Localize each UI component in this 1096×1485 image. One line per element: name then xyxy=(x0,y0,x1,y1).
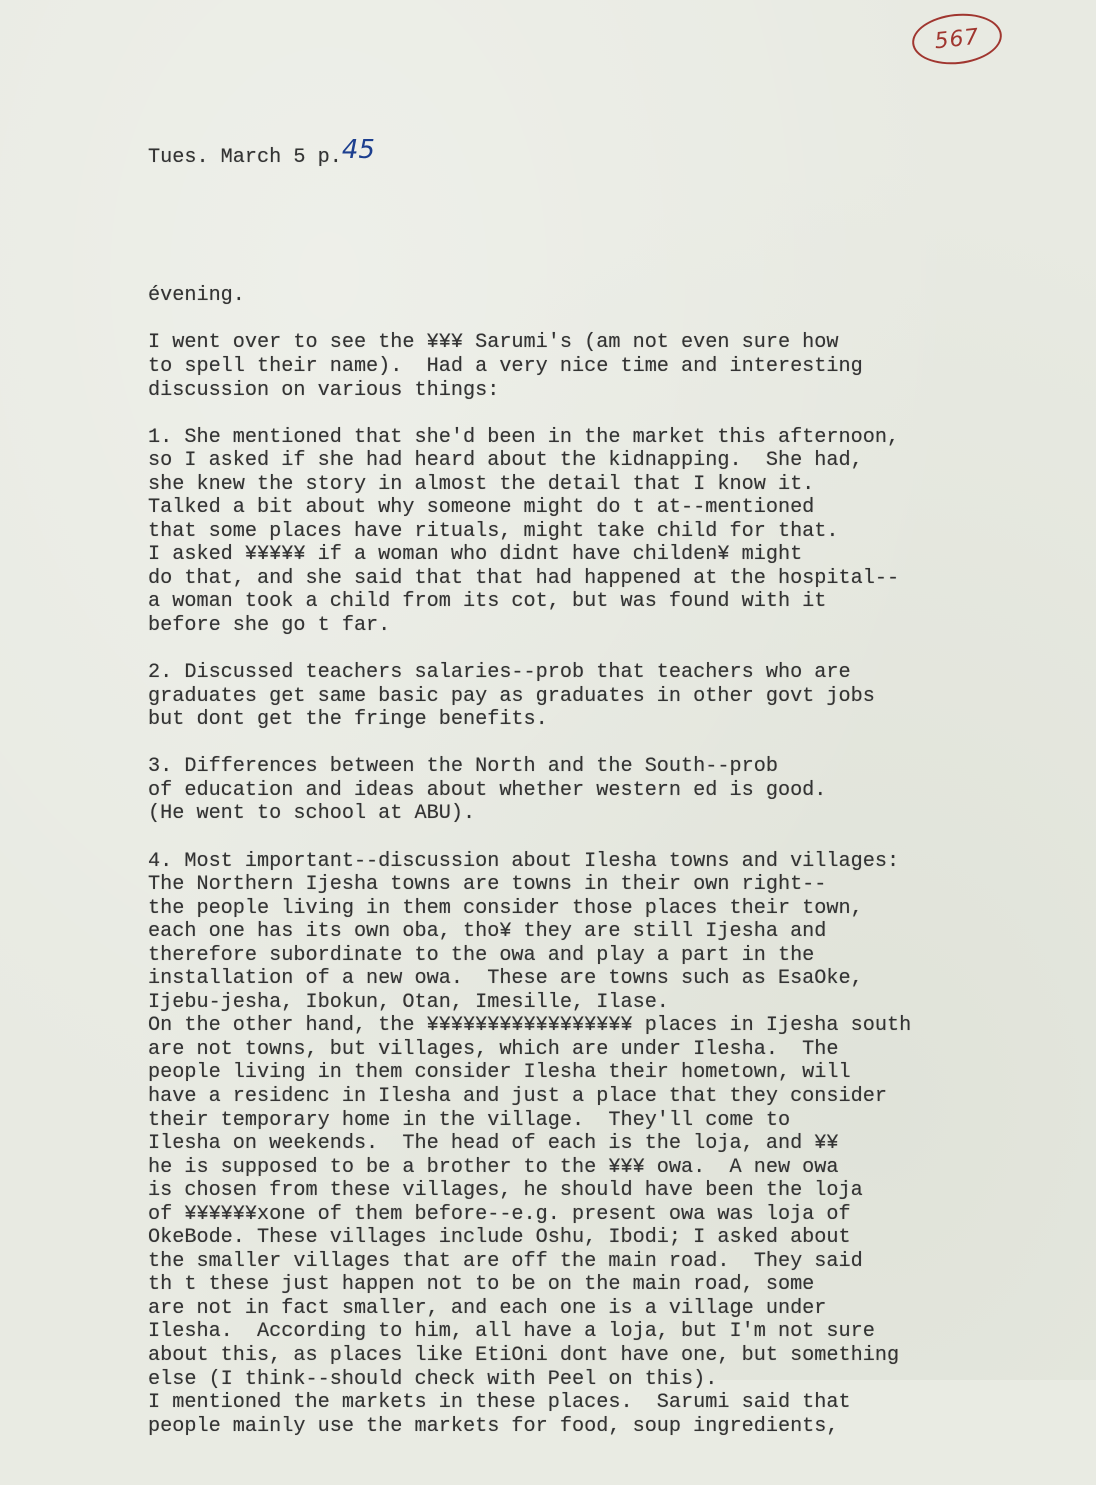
text-line: Talked a bit about why someone might do t at--mentioned xyxy=(148,496,815,520)
text-line xyxy=(148,308,1048,332)
text-line: about this, as places like EtiOni dont have one, but something xyxy=(148,1343,900,1367)
text-line: Ijebu-jesha, Ibokun, Otan, Imesille, Ilase. xyxy=(148,990,669,1014)
text-line: Ilesha. According to him, all have a loja, but I'm not sure xyxy=(148,1320,875,1344)
text-line: are not towns, but villages, which are under Ilesha. The xyxy=(148,1037,839,1061)
text-line: the people living in them consider those places their town, xyxy=(148,896,863,920)
text-line: I went over to see the ¥¥¥ Sarumi's (am not even sure how xyxy=(148,331,839,355)
text-line xyxy=(148,732,1048,756)
text-line: installation of a new owa. These are towns such as EsaOke, xyxy=(148,967,863,991)
text-line: The Northern Ijesha towns are towns in their own right-- xyxy=(148,873,827,897)
text-line: but dont get the fringe benefits. xyxy=(148,708,548,732)
text-line: their temporary home in the village. They'll come to xyxy=(148,1108,791,1132)
document-body xyxy=(148,96,1048,1485)
text-line: are not in fact smaller, and each one is a village under xyxy=(148,1296,827,1320)
text-line: of education and ideas about whether western ed is good. xyxy=(148,778,827,802)
text-line: 4. Most important--discussion about Ilesha towns and villages: xyxy=(148,849,900,873)
text-line: I asked ¥¥¥¥¥ if a woman who didnt have childen¥ might xyxy=(148,543,803,567)
text-line: I mentioned the markets in these places. Sarumi said that xyxy=(148,1391,851,1415)
text-line: graduates get same basic pay as graduates in other govt jobs xyxy=(148,684,875,708)
text-line: to spell their name). Had a very nice time and interesting xyxy=(148,355,863,379)
text-line: before she go t far. xyxy=(148,614,391,638)
text-line: people mainly use the markets for food, soup ingredients, xyxy=(148,1414,839,1438)
spacer xyxy=(148,214,1048,238)
text-line: Ilesha on weekends. The head of each is the loja, and ¥¥ xyxy=(148,1132,839,1156)
text-line: On the other hand, the ¥¥¥¥¥¥¥¥¥¥¥¥¥¥¥¥¥ places in Ijesha south xyxy=(148,1014,912,1038)
text-line: 2. Discussed teachers salaries--prob that teachers who are xyxy=(148,661,851,685)
text-line: OkeBode. These villages include Oshu, Ibodi; I asked about xyxy=(148,1226,851,1250)
text-line: therefore subordinate to the owa and play a part in the xyxy=(148,943,815,967)
text-line: he is supposed to be a brother to the ¥¥¥ owa. A new owa xyxy=(148,1155,839,1179)
text-line: that some places have rituals, might take child for that. xyxy=(148,519,839,543)
text-line xyxy=(148,826,1048,850)
text-line: is chosen from these villages, he should have been the loja xyxy=(148,1179,863,1203)
text-line xyxy=(148,402,1048,426)
header-line xyxy=(148,135,1048,170)
header-date: Tues. March 5 p. xyxy=(148,146,342,170)
text-line: 1. She mentioned that she'd been in the market this afternoon, xyxy=(148,425,900,449)
text-line: 3. Differences between the North and the South--prob xyxy=(148,755,778,779)
text-line: the smaller villages that are off the main road. They said xyxy=(148,1249,863,1273)
handwritten-page-number: 45 xyxy=(341,135,375,166)
folio-number-circle xyxy=(910,9,1005,68)
text-line: people living in them consider Ilesha their hometown, will xyxy=(148,1061,851,1085)
body-lines xyxy=(148,284,1048,1438)
text-line: else (I think--should check with Peel on this). xyxy=(148,1367,718,1391)
text-line: do that, and she said that that had happened at the hospital-- xyxy=(148,566,900,590)
text-line: a woman took a child from its cot, but was found with it xyxy=(148,590,827,614)
text-line: évening. xyxy=(148,284,245,308)
text-line: (He went to school at ABU). xyxy=(148,802,476,826)
text-line: discussion on various things: xyxy=(148,378,500,402)
text-line xyxy=(148,638,1048,662)
text-line: she knew the story in almost the detail that I know it. xyxy=(148,472,815,496)
folio-number: 567 xyxy=(933,24,981,54)
text-line: th t these just happen not to be on the main road, some xyxy=(148,1273,815,1297)
text-line: so I asked if she had heard about the kidnapping. She had, xyxy=(148,449,863,473)
text-line: each one has its own oba, tho¥ they are still Ijesha and xyxy=(148,920,827,944)
text-line: have a residenc in Ilesha and just a place that they consider xyxy=(148,1084,887,1108)
text-line: of ¥¥¥¥¥¥xone of them before--e.g. present owa was loja of xyxy=(148,1202,851,1226)
